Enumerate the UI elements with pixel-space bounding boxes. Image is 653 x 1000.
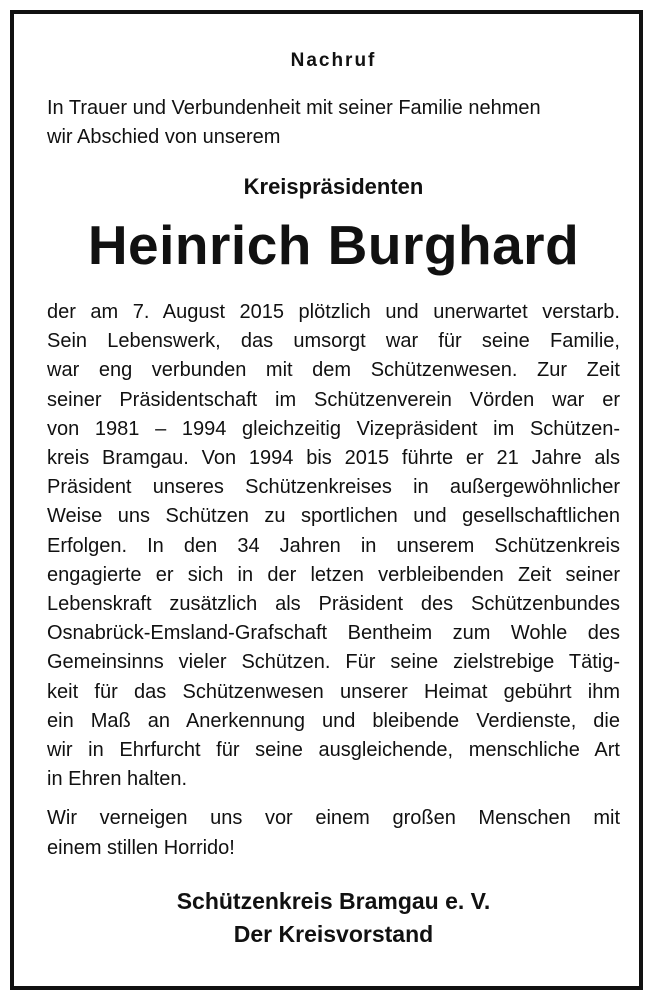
body-line: von 1981 – 1994 gleichzeitig Vizepräsident im Schützen- [47,417,620,440]
intro-line: wir Abschied von unserem [47,126,281,148]
body-line: Osnabrück-Emsland-Grafschaft Bentheim zum Wohle des [47,622,620,645]
signature-block [47,885,620,951]
body-line: Erfolgen. In den 34 Jahren in unserem Schützenkreis [47,534,620,557]
closing-paragraph [47,804,620,862]
body-line: in Ehren halten. [47,768,188,791]
notice-header: Nachruf [290,50,377,71]
signature-organization: Schützenkreis Bramgau e. V. [176,887,491,914]
body-line: Sein Lebenswerk, das umsorgt war für seine Familie, [47,330,620,353]
body-line: kreis Bramgau. Von 1994 bis 2015 führte er 21 Jahre als [47,447,620,470]
body-line: Weise uns Schützen zu sportlichen und gesellschaftlichen [47,505,620,528]
body-line: Lebenskraft zusätzlich als Präsident des Schützenbundes [47,593,620,616]
body-line: der am 7. August 2015 plötzlich und unerwartet verstarb. [47,301,620,323]
closing-line: Wir verneigen uns vor einem großen Menschen mit [47,807,620,830]
body-line: war eng verbunden mit dem Schützenwesen. Zur Zeit [47,359,620,382]
body-line: engagierte er sich in der letzen verbleibenden Zeit seiner [47,563,620,586]
intro-line: In Trauer und Verbundenheit mit seiner Familie nehmen [47,97,541,119]
intro-text [47,94,620,152]
body-paragraph [47,298,620,794]
body-line: seiner Präsidentschaft im Schützenverein Vörden war er [47,388,620,411]
deceased-name: Heinrich Burghard [87,214,580,276]
obituary-content [47,48,620,951]
body-line: Gemeinsinns vieler Schützen. Für seine zielstrebige Tätig- [47,651,620,674]
body-line: wir in Ehrfurcht für seine ausgleichende, menschliche Art [47,739,620,762]
deceased-title: Kreispräsidenten [243,174,424,199]
closing-line: einem stillen Horrido! [47,836,235,859]
body-line: keit für das Schützenwesen unserer Heimat gebührt ihm [47,680,620,703]
body-line: ein Maß an Anerkennung und bleibende Verdienste, die [47,709,620,732]
body-line: Präsident unseres Schützenkreises in außergewöhnlicher [47,476,620,499]
signature-board: Der Kreisvorstand [233,920,434,947]
obituary-frame [10,10,643,990]
